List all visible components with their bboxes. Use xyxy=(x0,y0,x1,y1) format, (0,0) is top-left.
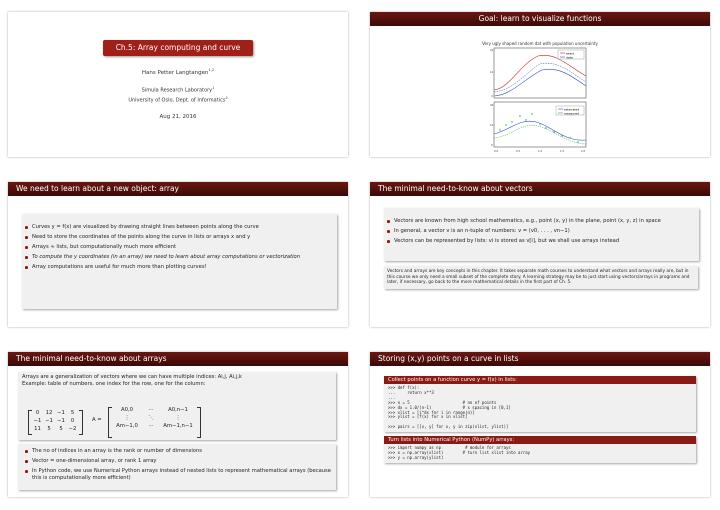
date: Aug 21, 2016 xyxy=(159,114,197,121)
slide-header: The minimal need-to-know about arrays xyxy=(8,352,348,366)
slide-header: Storing (x,y) points on a curve in lists xyxy=(370,352,710,366)
intro-text: Arrays are a generalization of vectors where we can have multiple indices: Ai,j, Ai,j,k Example: table of numbers, one index for the row, one for the column: xyxy=(22,374,242,387)
list-item: Vectors can be represented by lists: vi is stored as v[i], but we shall use arrays instead xyxy=(394,238,690,245)
code-listing: >>> import numpy as np # module for arrays >>> x = np.array(xlist) # turn list xlist into array >>> y = np.array(ylist) xyxy=(388,445,531,460)
svg-text:2.0: 2.0 xyxy=(581,150,586,153)
general-matrix xyxy=(112,406,196,430)
code-listing: >>> def f(x): ... return x**3 ... >>> n = 5 # no of points >>> dx = 1.0/(n-1) # x spacing in [0,1] >>> xlist = [i*dx for i in range(n)] >>> ylist = [f(x) for x in xlist] >>> pairs = [[x, y] for x, y in zip(xlist, ylist)] xyxy=(388,385,511,430)
svg-text:10: 10 xyxy=(490,124,494,127)
legend-data: data xyxy=(566,55,573,60)
block-title: Turn lists into Numerical Python (NumPy) arrays: xyxy=(384,436,696,444)
bullet-list xyxy=(370,218,710,245)
list-item: The no of indices in an array is the rank or number of dimensions xyxy=(32,448,342,455)
matrix-row: Am−1,0 ··· Am−1,n−1 xyxy=(116,423,193,429)
affiliation-lab: Simula Research Laboratory$^1$ xyxy=(141,85,215,94)
bullet-list xyxy=(8,448,348,485)
matrix-row: A0,0 ··· A0,n−1 xyxy=(120,407,188,413)
svg-text:1.5: 1.5 xyxy=(560,150,565,153)
matrix-label: A = xyxy=(92,417,102,423)
matrix-row: ⋮ ⋱ ⋮ xyxy=(124,415,181,421)
list-item: Curves y = f(x) are visualized by drawing straight lines between points along the curve xyxy=(32,224,318,231)
slide-goal xyxy=(370,12,710,157)
slide-title xyxy=(8,12,348,157)
code-block-lists xyxy=(384,376,696,432)
svg-text:10: 10 xyxy=(490,71,494,74)
svg-text:0: 0 xyxy=(491,95,493,98)
slide-title-box: Ch.5: Array computing and curve plotting xyxy=(103,40,253,56)
code-block-numpy xyxy=(384,436,696,463)
list-item: Array computations are useful for much more than plotting curves! xyxy=(32,264,318,271)
plot-title: Very ugly shaped random dat with population uncertainty xyxy=(482,41,598,46)
slide-header: The minimal need-to-know about vectors xyxy=(370,182,710,196)
matrix-row: −1 −1 −1 0 xyxy=(33,418,75,424)
list-item: In Python code, we use Numerical Python arrays instead of nested lists to represent mathematical arrays (because this is computationally more efficient) xyxy=(32,468,342,482)
note-block: Vectors and arrays are key concepts in this chapter. It takes separate math courses to understand what vectors and arrays really are, but in this course we only need a small subset of the complete story. A learning strategy may be to just start using vectors/arrays in programs and later, if necessary, go back to the more mathematical details in the first part of Ch. 5. xyxy=(384,266,698,289)
slide-lists xyxy=(370,352,710,497)
function-plot xyxy=(370,26,710,157)
slide-array-intro xyxy=(8,182,348,327)
svg-text:20: 20 xyxy=(490,104,494,107)
list-item: Need to store the coordinates of the points along the curve in lists or arrays x and y xyxy=(32,234,318,241)
svg-text:0.0: 0.0 xyxy=(494,150,499,153)
svg-text:0.5: 0.5 xyxy=(516,150,521,153)
list-item: To compute the y coordinates (in an array) we need to learn about array computations or vectorization xyxy=(32,254,318,261)
slide-arrays xyxy=(8,352,348,497)
affiliation-univ: University of Oslo, Dept. of Informatics$^2$ xyxy=(128,96,228,105)
slide-header: Goal: learn to visualize functions xyxy=(370,12,710,26)
author: Hans Petter Langtangen$^{1,2}$ xyxy=(141,68,215,76)
matrix-row: 11 5 5 −2 xyxy=(34,426,77,432)
slide-vectors xyxy=(370,182,710,327)
matrix-row: 0 12 −1 5 xyxy=(35,410,75,416)
bullet-list xyxy=(8,224,348,271)
block-title: Collect points on a function curve y = f(x) in lists: xyxy=(384,376,696,384)
legend-exact: exact xyxy=(566,51,575,56)
slide-header: We need to learn about a new object: array xyxy=(8,182,348,196)
list-item: Arrays ≈ lists, but computationally much more efficient xyxy=(32,244,318,251)
svg-text:0: 0 xyxy=(491,144,493,147)
list-item: Vectors are known from high school mathematics, e.g., point (x, y) in the plane, point (x, y, z) in space xyxy=(394,218,690,225)
legend-estimated: estimated xyxy=(564,107,580,112)
number-matrix xyxy=(32,409,78,433)
legend-measured: measured xyxy=(564,111,579,116)
list-item: Vector = one-dimensional array, or rank 1 array xyxy=(32,458,342,465)
list-item: In general, a vector v is an n-tuple of numbers: v = (v0, . . . , vn−1) xyxy=(394,228,690,235)
svg-text:20: 20 xyxy=(490,49,494,52)
svg-text:1.0: 1.0 xyxy=(538,150,543,153)
